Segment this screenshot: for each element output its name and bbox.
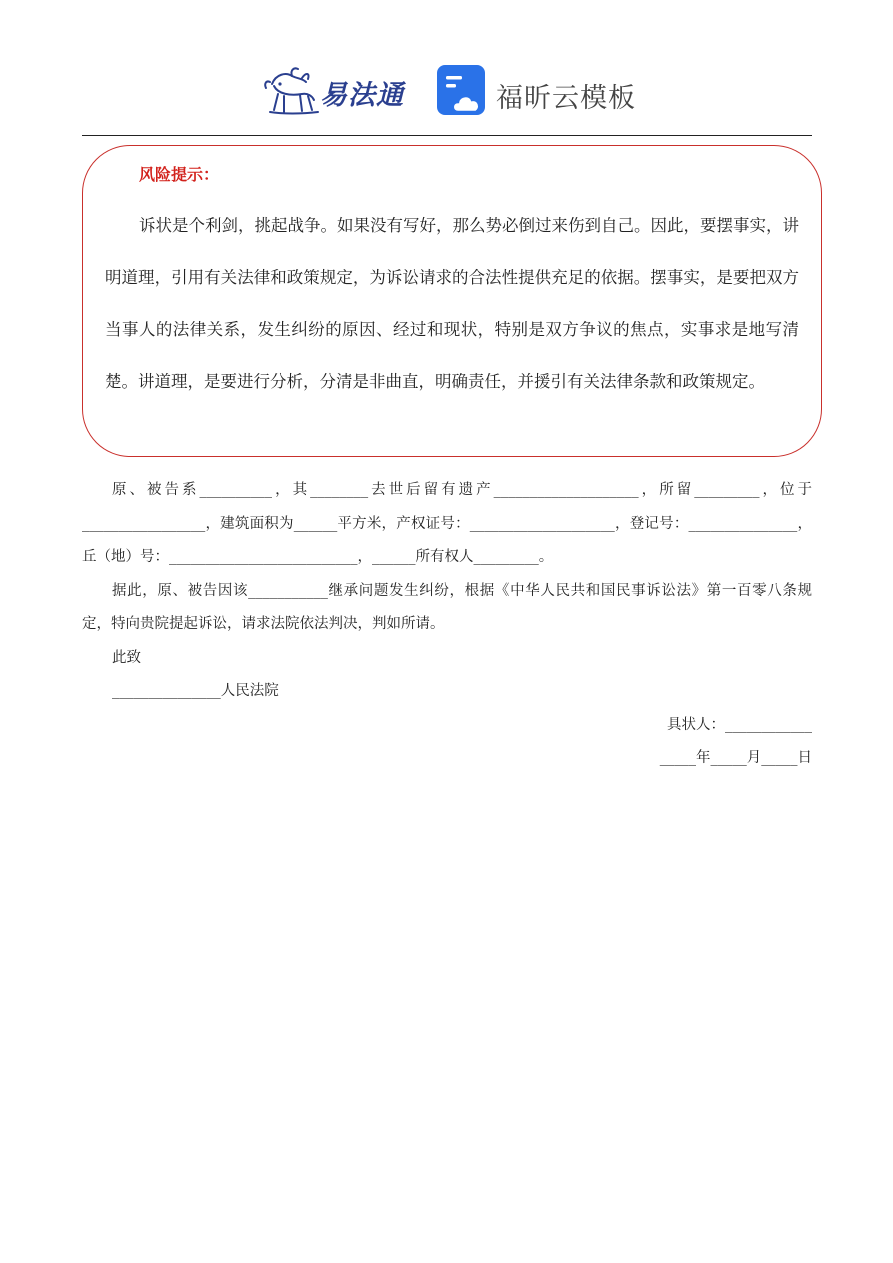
fuxin-logo [436, 64, 636, 118]
yifatong-logo [262, 64, 412, 118]
complaint-document [82, 474, 812, 776]
risk-warning-text: 诉状是个利剑，挑起战争。如果没有写好，那么势必倒过来伤到自己。因此，要摆事实，讲明道理，引用有关法律和政策规定，为诉讼请求的合法性提供充足的依据。摆事实，是要把双方当事人的法律关系，发生纠纷的原因、经过和现状，特别是双方争议的焦点，实事求是地写清楚。讲道理，是要进行分析，分清是非曲直，明确责任，并援引有关法律条款和政策规定。 [105, 216, 799, 391]
risk-warning-box [82, 145, 822, 457]
salutation: 此致 [112, 649, 141, 666]
court-line: _______________人民法院 [112, 683, 279, 699]
risk-warning-title: 风险提示： [139, 165, 220, 184]
header-divider [82, 135, 812, 136]
fuxin-logo-text: 福昕云模板 [496, 83, 636, 114]
page-header [0, 56, 893, 126]
plaintiff-signature: 具状人：____________ [667, 716, 812, 733]
claim-paragraph: 据此，原、被告因该___________继承问题发生纠纷，根据《中华人民共和国民事诉讼法》第一百零八条规定，特向贵院提起诉讼，请求法院依法判决，判如所请。 [82, 582, 812, 632]
qilin-horse-logo-icon [262, 64, 322, 118]
cloud-document-icon [436, 64, 488, 116]
yifatong-logo-text: 易法通 [320, 80, 404, 111]
facts-paragraph: 原、被告系__________，其________去世后留有遗产____________________，所留_________，位于_________________，建筑面积为______平方米，产权证号：____________________，登记号：_______________，丘（地）号：__________________________，______所有权人_________。 [82, 482, 812, 565]
date-line: _____年_____月_____日 [659, 750, 812, 766]
